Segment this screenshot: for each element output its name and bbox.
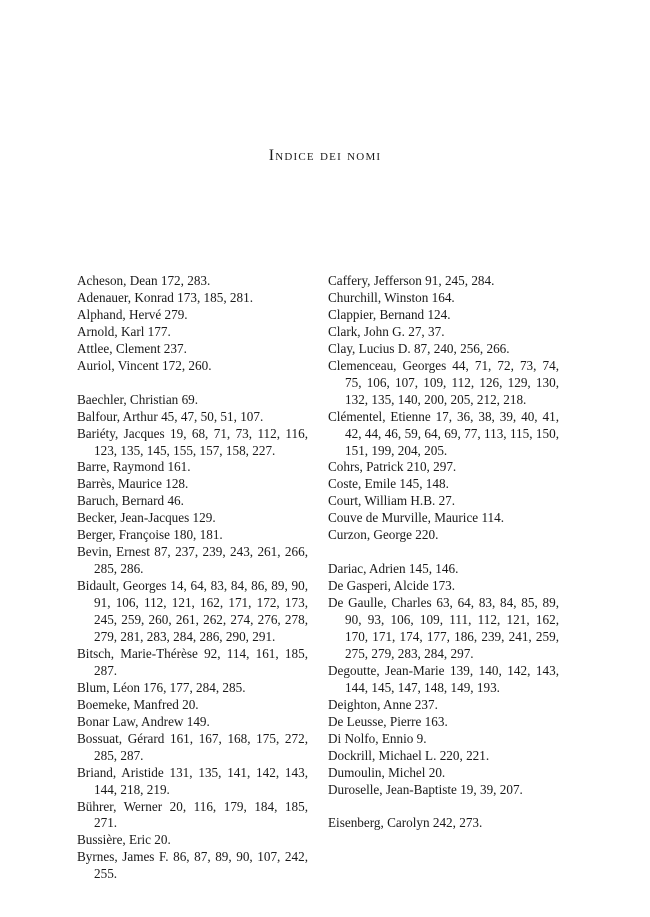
index-entry: Alphand, Hervé 279. <box>77 306 188 322</box>
index-entry: Dariac, Adrien 145, 146. <box>328 561 459 577</box>
index-entry: Curzon, George 220. <box>328 527 439 543</box>
index-entry: Auriol, Vincent 172, 260. <box>77 357 212 373</box>
index-entry: Bossuat, Gérard 161, 167, 168, 175, 272, 285, 287. <box>77 730 308 763</box>
page-title: Indice dei nomi <box>268 147 382 164</box>
index-entry: Churchill, Winston 164. <box>328 289 455 305</box>
index-entry: Bitsch, Marie-Thérèse 92, 114, 161, 185, 287. <box>77 645 308 678</box>
index-entry: Bevin, Ernest 87, 237, 239, 243, 261, 266, 285, 286. <box>77 544 308 577</box>
index-entry: De Gaulle, Charles 63, 64, 83, 84, 85, 89, 90, 93, 106, 109, 111, 112, 121, 162, 170, 171, 174, 177, 186, 239, 241, 259, 275, 279, 283, 284, 297. <box>328 595 559 661</box>
index-entry: Briand, Aristide 131, 135, 141, 142, 143, 144, 218, 219. <box>77 764 308 797</box>
index-entry: Acheson, Dean 172, 283. <box>77 273 211 288</box>
index-entry: Di Nolfo, Ennio 9. <box>328 730 427 746</box>
index-entry: Adenauer, Konrad 173, 185, 281. <box>77 289 253 305</box>
index-entry: Caffery, Jefferson 91, 245, 284. <box>328 273 495 288</box>
index-entry: Clemenceau, Georges 44, 71, 72, 73, 74, 75, 106, 107, 109, 112, 126, 129, 130, 132, 135, 140, 200, 205, 212, 218. <box>328 357 559 407</box>
index-entry: Barrès, Maurice 128. <box>77 476 189 492</box>
index-entry: Blum, Léon 176, 177, 284, 285. <box>77 679 246 695</box>
index-entry: Couve de Murville, Maurice 114. <box>328 510 505 526</box>
index-entry: Degoutte, Jean-Marie 139, 140, 142, 143, 144, 145, 147, 148, 149, 193. <box>328 662 559 695</box>
index-entry: Barre, Raymond 161. <box>77 459 191 475</box>
index-entry: Clark, John G. 27, 37. <box>328 323 445 339</box>
index-entry: Baechler, Christian 69. <box>77 391 199 407</box>
index-entry: Balfour, Arthur 45, 47, 50, 51, 107. <box>77 408 264 424</box>
index-letter-group <box>328 273 559 544</box>
index-entry: Bariéty, Jacques 19, 68, 71, 73, 112, 116, 123, 135, 145, 155, 157, 158, 227. <box>77 425 308 458</box>
index-entry: Arnold, Karl 177. <box>77 323 171 339</box>
index-entry: Court, William H.B. 27. <box>328 493 456 509</box>
index-entry: De Gasperi, Alcide 173. <box>328 578 456 594</box>
index-entry: Dockrill, Michael L. 220, 221. <box>328 747 490 763</box>
index-entry: Coste, Emile 145, 148. <box>328 476 449 492</box>
index-entry: Baruch, Bernard 46. <box>77 493 184 509</box>
index-entry: Duroselle, Jean-Baptiste 19, 39, 207. <box>328 781 523 797</box>
index-letter-group <box>77 273 308 375</box>
index-entry: Byrnes, James F. 86, 87, 89, 90, 107, 242, 255. <box>77 849 308 882</box>
index-entry: Clay, Lucius D. 87, 240, 256, 266. <box>328 340 510 356</box>
index-entry: Deighton, Anne 237. <box>328 696 438 712</box>
index-entry: Dumoulin, Michel 20. <box>328 764 446 780</box>
index-letter-group <box>328 561 559 798</box>
index-entry: Becker, Jean-Jacques 129. <box>77 510 216 526</box>
index-entry: Bonar Law, Andrew 149. <box>77 713 210 729</box>
index-column-left <box>77 273 308 900</box>
index-entry: Bührer, Werner 20, 116, 179, 184, 185, 271. <box>77 798 308 831</box>
index-letter-group <box>77 392 308 884</box>
index-entry: Bidault, Georges 14, 64, 83, 84, 86, 89, 90, 91, 106, 112, 121, 162, 171, 172, 173, 245, 259, 260, 261, 262, 274, 276, 278, 279, 281, 283, 284, 286, 290, 291. <box>77 578 308 644</box>
index-entry: Bussière, Eric 20. <box>77 832 171 848</box>
index-entry: Boemeke, Manfred 20. <box>77 696 199 712</box>
index-column-right <box>328 273 559 849</box>
index-entry: Cohrs, Patrick 210, 297. <box>328 459 457 475</box>
index-letter-group <box>328 815 559 832</box>
index-entry: Eisenberg, Carolyn 242, 273. <box>328 815 483 831</box>
index-entry: Attlee, Clement 237. <box>77 340 187 356</box>
index-entry: Clémentel, Etienne 17, 36, 38, 39, 40, 41, 42, 44, 46, 59, 64, 69, 77, 113, 115, 150, 151, 199, 204, 205. <box>328 408 559 458</box>
index-entry: Berger, Françoise 180, 181. <box>77 527 223 543</box>
index-entry: De Leusse, Pierre 163. <box>328 713 448 729</box>
index-entry: Clappier, Bernand 124. <box>328 306 451 322</box>
